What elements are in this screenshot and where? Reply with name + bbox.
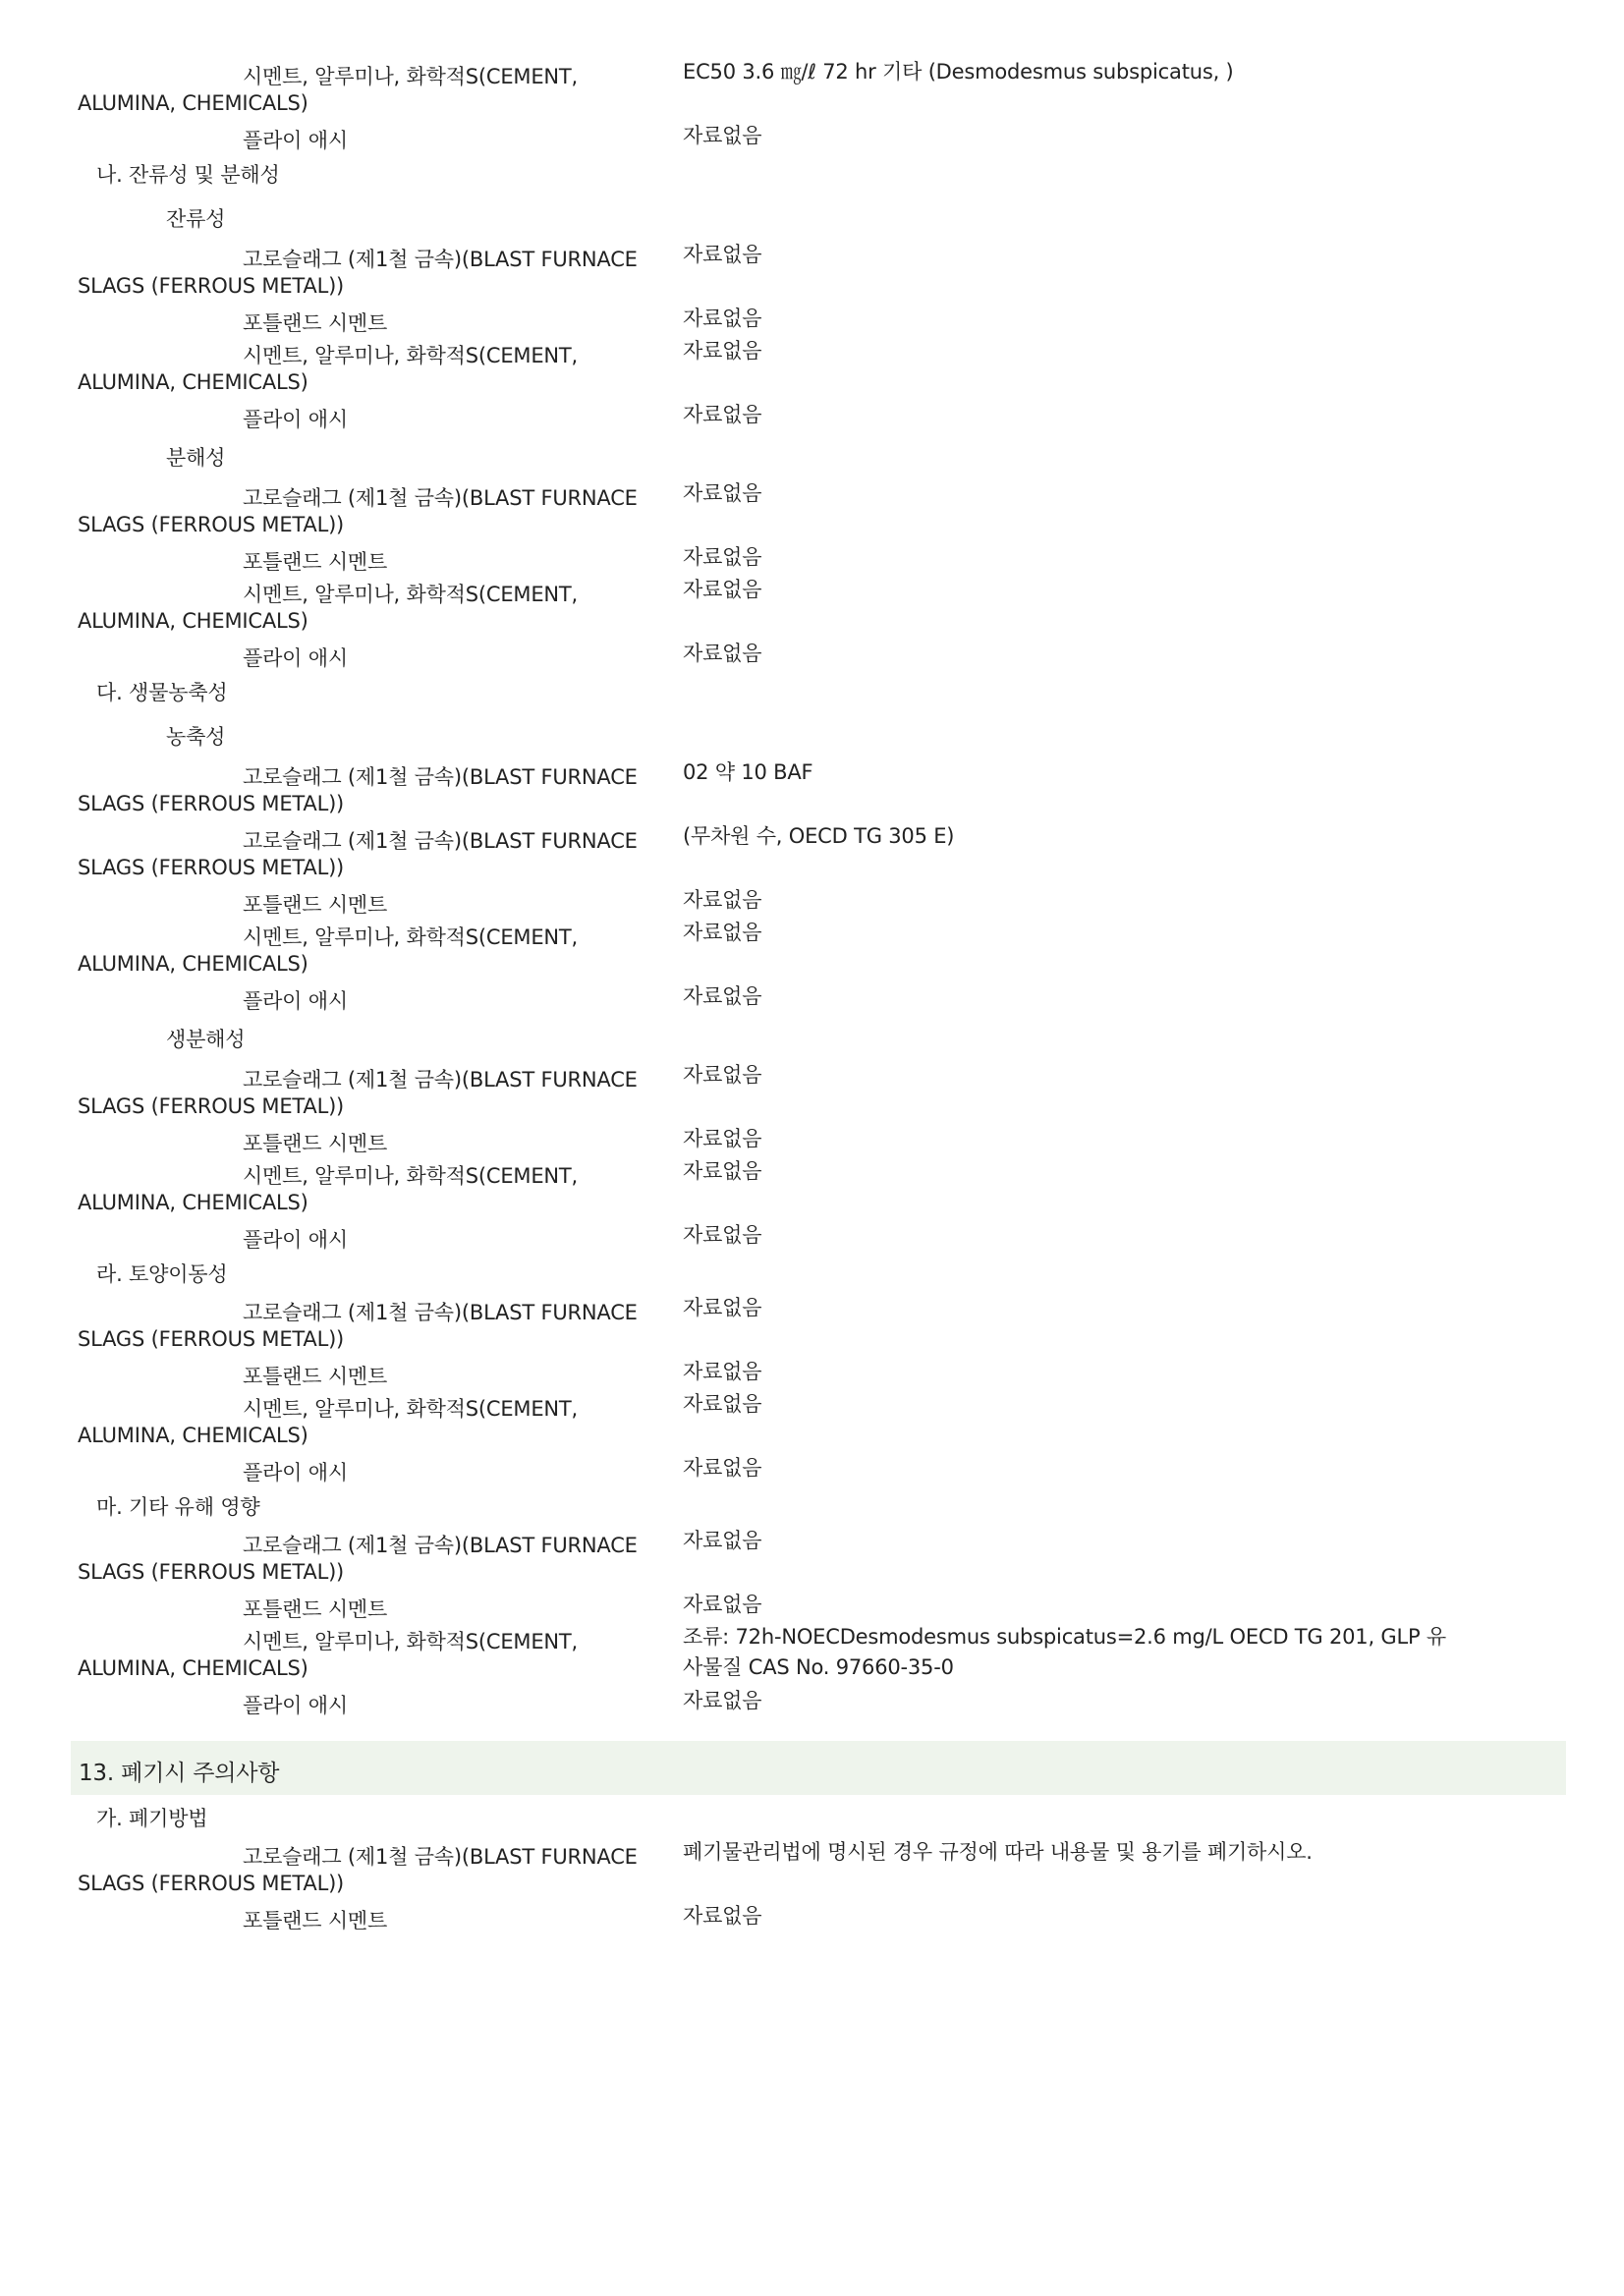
section-title: 13. 폐기시 주의사항: [79, 1761, 280, 1786]
section-spacer: [0, 1716, 1624, 1741]
subsection-heading: 가. 폐기방법: [96, 1807, 208, 1830]
property-category-label: 생분해성: [166, 1028, 246, 1051]
substance-name: 플라이 애시: [243, 129, 348, 152]
substance-value: 자료없음: [683, 1360, 762, 1383]
substance-value: 자료없음: [683, 1689, 762, 1712]
substance-value: 자료없음: [683, 578, 762, 601]
subsection-heading: 다. 생물농축성: [96, 681, 228, 704]
substance-value: 자료없음: [683, 481, 762, 505]
substance-value: 자료없음: [683, 642, 762, 665]
substance-value: 자료없음: [683, 545, 762, 569]
substance-entry-row: [0, 1154, 1624, 1218]
substance-value: (무차원 수, OECD TG 305 E): [683, 824, 955, 848]
substance-entry-row: [0, 1355, 1624, 1387]
substance-name: 플라이 애시: [243, 646, 348, 670]
substance-name: 포틀랜드 시멘트: [243, 311, 388, 335]
section-header-row: [0, 1741, 1624, 1795]
substance-entry-row: [0, 238, 1624, 302]
subsection-heading: 라. 토양이동성: [96, 1262, 228, 1286]
substance-value: 자료없음: [683, 921, 762, 944]
substance-value: 02 약 10 BAF: [683, 760, 813, 784]
substance-entry-row: [0, 1899, 1624, 1932]
substance-name-continued: SLAGS (FERROUS METAL)): [78, 1872, 345, 1895]
substance-name: 플라이 애시: [243, 1461, 348, 1484]
substance-entry-row: [0, 1058, 1624, 1122]
substance-name-continued: ALUMINA, CHEMICALS): [78, 91, 308, 115]
subsection-heading: 나. 잔류성 및 분해성: [96, 163, 280, 187]
property-category-label: 농축성: [166, 725, 226, 749]
substance-entry-row: [0, 756, 1624, 819]
substance-entry-row: [0, 1387, 1624, 1451]
substance-name: 시멘트, 알루미나, 화학적S(CEMENT,: [243, 583, 579, 606]
substance-value: 자료없음: [683, 1456, 762, 1480]
substance-name: 포틀랜드 시멘트: [243, 1132, 388, 1155]
substance-name: 시멘트, 알루미나, 화학적S(CEMENT,: [243, 1164, 579, 1188]
substance-entry-row: [0, 1524, 1624, 1588]
substance-value: 자료없음: [683, 1127, 762, 1150]
substance-name: 고로슬래그 (제1철 금속)(BLAST FURNACE: [243, 829, 638, 853]
substance-entry-row: [0, 398, 1624, 430]
property-category-row: [0, 192, 1624, 238]
substance-name: 고로슬래그 (제1철 금속)(BLAST FURNACE: [243, 1534, 638, 1557]
substance-value: 조류: 72h-NOECDesmodesmus subspicatus=2.6 mg/L OECD TG 201, GLP 유사물질 CAS No. 97660-35-0: [683, 1625, 1447, 1679]
substance-value: 자료없음: [683, 1593, 762, 1616]
substance-name: 고로슬래그 (제1철 금속)(BLAST FURNACE: [243, 1845, 638, 1869]
substance-name: 시멘트, 알루미나, 화학적S(CEMENT,: [243, 925, 579, 949]
substance-name: 고로슬래그 (제1철 금속)(BLAST FURNACE: [243, 765, 638, 789]
substance-entry-row: [0, 302, 1624, 334]
substance-name: 플라이 애시: [243, 1228, 348, 1252]
substance-value: 자료없음: [683, 1063, 762, 1087]
substance-value: 자료없음: [683, 1904, 762, 1928]
substance-name: 포틀랜드 시멘트: [243, 1365, 388, 1388]
substance-entry-row: [0, 883, 1624, 916]
substance-entry-row: [0, 334, 1624, 398]
substance-name-continued: ALUMINA, CHEMICALS): [78, 609, 308, 633]
substance-entry-row: [0, 1122, 1624, 1154]
substance-name: 시멘트, 알루미나, 화학적S(CEMENT,: [243, 1397, 579, 1421]
substance-value: 자료없음: [683, 1529, 762, 1552]
substance-value: 자료없음: [683, 243, 762, 266]
section-header: [71, 1741, 1566, 1795]
substance-value: 폐기물관리법에 명시된 경우 규정에 따라 내용물 및 용기를 폐기하시오.: [683, 1840, 1313, 1864]
substance-entry-row: [0, 1451, 1624, 1484]
property-category-row: [0, 1012, 1624, 1058]
substance-entry-row: [0, 637, 1624, 669]
substance-entry-row: [0, 119, 1624, 151]
substance-name-continued: SLAGS (FERROUS METAL)): [78, 274, 345, 298]
substance-entry-row: [0, 55, 1624, 119]
substance-name: 시멘트, 알루미나, 화학적S(CEMENT,: [243, 1630, 579, 1653]
substance-name-continued: SLAGS (FERROUS METAL)): [78, 513, 345, 536]
substance-name-continued: ALUMINA, CHEMICALS): [78, 1656, 308, 1680]
substance-entry-row: [0, 540, 1624, 573]
substance-entry-row: [0, 1835, 1624, 1899]
substance-value: 자료없음: [683, 1159, 762, 1183]
substance-name: 포틀랜드 시멘트: [243, 893, 388, 917]
substance-entry-row: [0, 980, 1624, 1012]
substance-name: 포틀랜드 시멘트: [243, 550, 388, 574]
subsection-heading-row: [0, 1251, 1624, 1291]
substance-value: 자료없음: [683, 1392, 762, 1416]
substance-entry-row: [0, 476, 1624, 540]
substance-name-continued: ALUMINA, CHEMICALS): [78, 1424, 308, 1447]
property-category-label: 분해성: [166, 446, 226, 470]
substance-name: 플라이 애시: [243, 989, 348, 1013]
substance-entry-row: [0, 573, 1624, 637]
substance-name: 고로슬래그 (제1철 금속)(BLAST FURNACE: [243, 248, 638, 271]
property-category-row: [0, 709, 1624, 756]
substance-value: 자료없음: [683, 984, 762, 1008]
substance-value: 자료없음: [683, 339, 762, 363]
subsection-heading-row: [0, 1484, 1624, 1524]
substance-entry-row: [0, 819, 1624, 883]
substance-name: 플라이 애시: [243, 1694, 348, 1717]
subsection-heading: 마. 기타 유해 영향: [96, 1495, 260, 1519]
substance-entry-row: [0, 1620, 1624, 1684]
substance-name-continued: SLAGS (FERROUS METAL)): [78, 856, 345, 879]
substance-entry-row: [0, 916, 1624, 980]
substance-value: EC50 3.6 ㎎/ℓ 72 hr 기타 (Desmodesmus subspicatus, ): [683, 60, 1234, 84]
substance-name: 포틀랜드 시멘트: [243, 1597, 388, 1621]
substance-name-continued: ALUMINA, CHEMICALS): [78, 370, 308, 394]
substance-name: 포틀랜드 시멘트: [243, 1909, 388, 1932]
substance-name: 고로슬래그 (제1철 금속)(BLAST FURNACE: [243, 1301, 638, 1324]
substance-value: 자료없음: [683, 403, 762, 426]
substance-name: 고로슬래그 (제1철 금속)(BLAST FURNACE: [243, 1068, 638, 1092]
substance-entry-row: [0, 1218, 1624, 1251]
substance-name-continued: ALUMINA, CHEMICALS): [78, 952, 308, 976]
property-category-row: [0, 430, 1624, 476]
substance-name-continued: SLAGS (FERROUS METAL)): [78, 1560, 345, 1584]
subsection-heading-row: [0, 1795, 1624, 1835]
substance-value: 자료없음: [683, 1223, 762, 1247]
substance-name-continued: SLAGS (FERROUS METAL)): [78, 792, 345, 815]
substance-entry-row: [0, 1588, 1624, 1620]
substance-name: 시멘트, 알루미나, 화학적S(CEMENT,: [243, 344, 579, 367]
msds-document-page: [0, 55, 1624, 1932]
substance-name-continued: SLAGS (FERROUS METAL)): [78, 1094, 345, 1118]
substance-name: 고로슬래그 (제1철 금속)(BLAST FURNACE: [243, 486, 638, 510]
substance-value: 자료없음: [683, 1296, 762, 1319]
substance-entry-row: [0, 1684, 1624, 1716]
substance-entry-row: [0, 1291, 1624, 1355]
substance-name: 시멘트, 알루미나, 화학적S(CEMENT,: [243, 65, 579, 88]
substance-value: 자료없음: [683, 124, 762, 147]
subsection-heading-row: [0, 669, 1624, 709]
substance-name-continued: SLAGS (FERROUS METAL)): [78, 1327, 345, 1351]
substance-value: 자료없음: [683, 888, 762, 912]
substance-name: 플라이 애시: [243, 408, 348, 431]
substance-value: 자료없음: [683, 307, 762, 330]
subsection-heading-row: [0, 151, 1624, 192]
property-category-label: 잔류성: [166, 207, 226, 231]
substance-name-continued: ALUMINA, CHEMICALS): [78, 1191, 308, 1214]
